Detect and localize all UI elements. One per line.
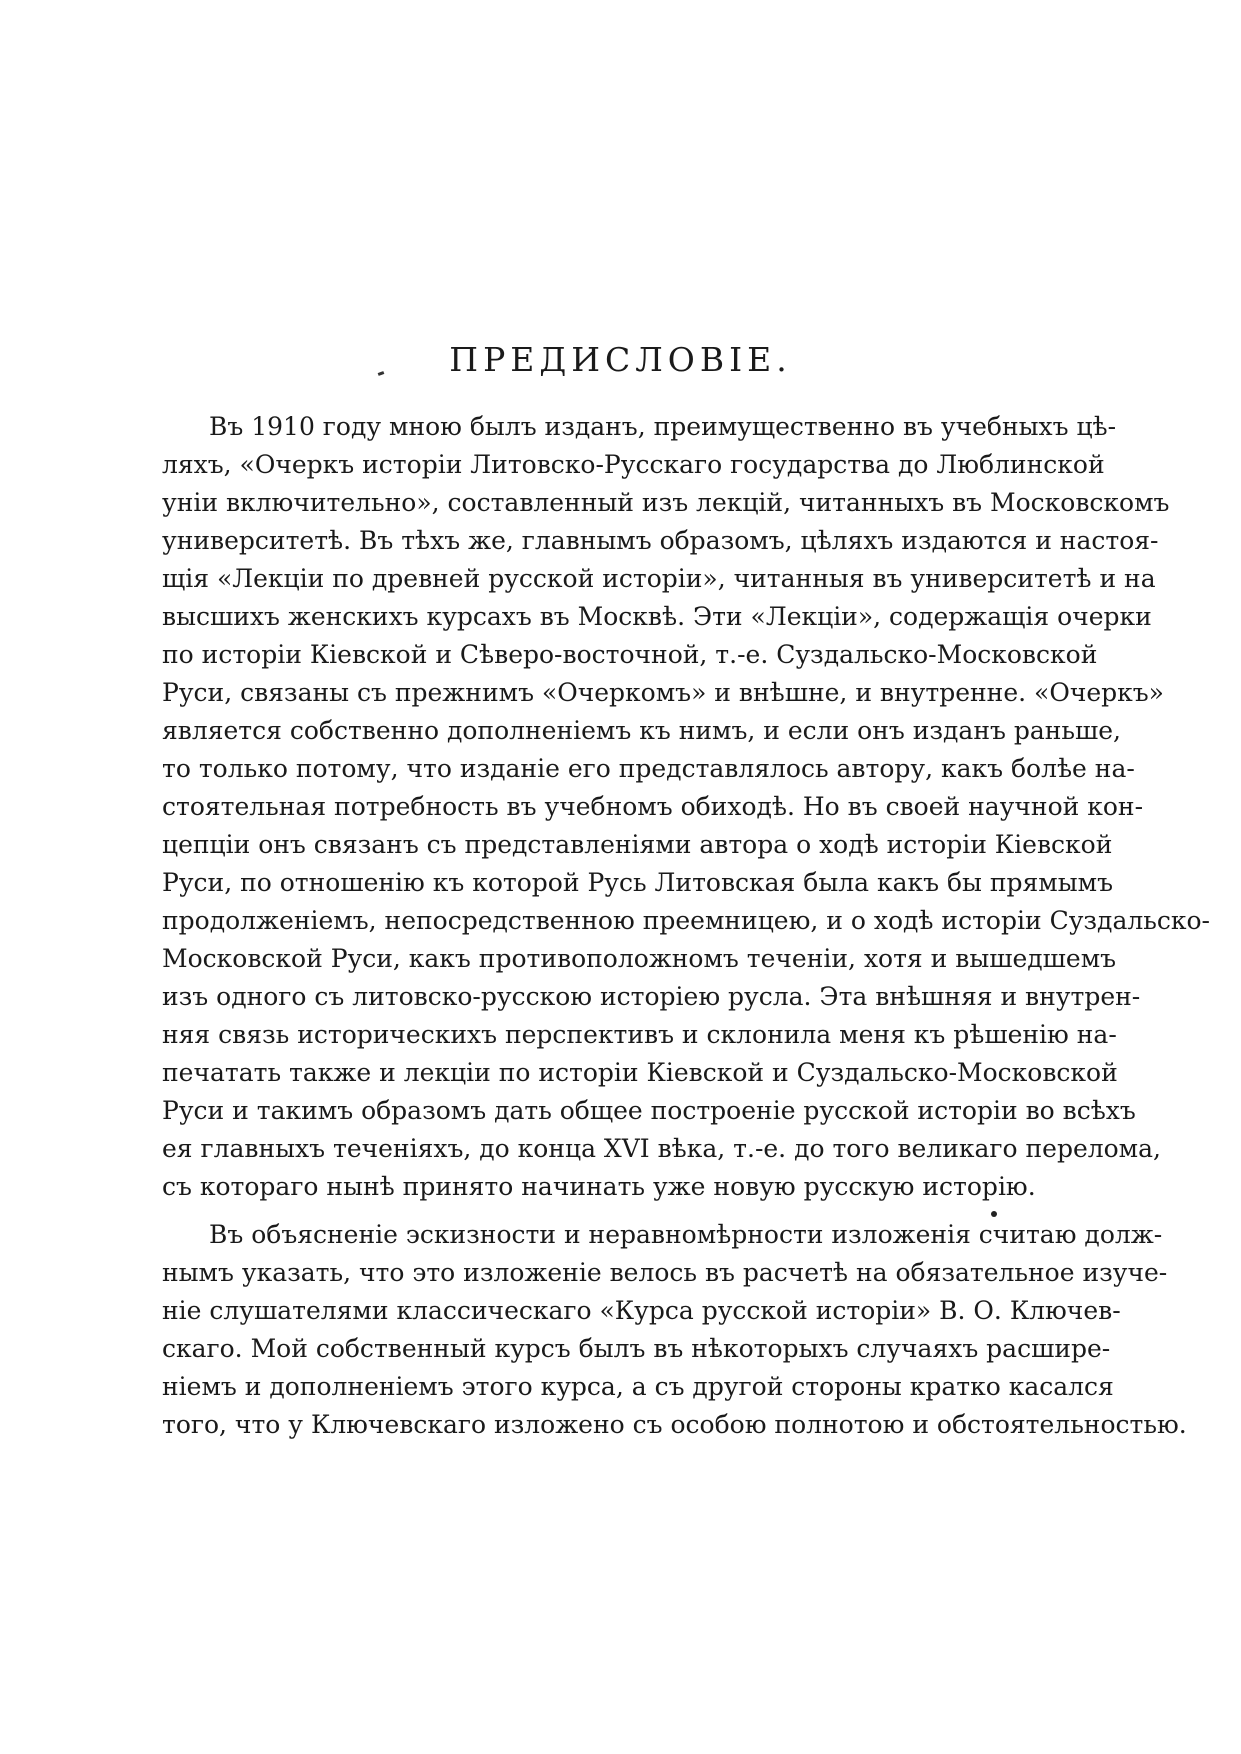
text-line: цепціи онъ связанъ съ представленіями автора о ходѣ исторіи Кіевской	[162, 830, 1113, 859]
text-line: ляхъ, «Очеркъ исторіи Литовско-Русскаго государства до Люблинской	[162, 450, 1105, 479]
text-line: Руси, по отношенію къ которой Русь Литовская была какъ бы прямымъ	[162, 868, 1113, 897]
text-line: является собственно дополненіемъ къ нимъ, и если онъ изданъ раньше,	[162, 716, 1122, 745]
text-line: высшихъ женскихъ курсахъ въ Москвѣ. Эти «Лекціи», содержащія очерки	[162, 602, 1152, 631]
page-title: ПРЕДИСЛОВІЕ.	[449, 340, 792, 380]
text-line: стоятельная потребность въ учебномъ обиходѣ. Но въ своей научной кон-	[162, 792, 1144, 821]
text-line: нымъ указать, что это изложеніе велось въ расчетѣ на обязательное изуче-	[162, 1258, 1168, 1287]
text-line: Руси, связаны съ прежнимъ «Очеркомъ» и внѣшне, и внутренне. «Очеркъ»	[162, 678, 1164, 707]
text-line: ніемъ и дополненіемъ этого курса, а съ другой стороны кратко касался	[162, 1372, 1114, 1401]
text-line: Московской Руси, какъ противоположномъ теченіи, хотя и вышедшемъ	[162, 944, 1117, 973]
text-line: продолженіемъ, непосредственною преемницею, и о ходѣ исторіи Суздальско-	[162, 906, 1210, 935]
text-line: ніе слушателями классическаго «Курса русской исторіи» В. О. Ключев-	[162, 1296, 1121, 1325]
text-line: изъ одного съ литовско-русскою исторіею русла. Эта внѣшняя и внутрен-	[162, 982, 1141, 1011]
text-line: ея главныхъ теченіяхъ, до конца XVI вѣка, т.-е. до того великаго перелома,	[162, 1134, 1161, 1163]
text-line: университетѣ. Въ тѣхъ же, главнымъ образомъ, цѣляхъ издаются и настоя-	[162, 526, 1159, 555]
text-line: по исторіи Кіевской и Сѣверо-восточной, т.-е. Суздальско-Московской	[162, 640, 1098, 669]
text-line: Въ объясненіе эскизности и неравномѣрности изложенія считаю долж-	[209, 1220, 1163, 1249]
text-line: няя связь историческихъ перспективъ и склонила меня къ рѣшенію на-	[162, 1020, 1117, 1049]
text-line: того, что у Ключевскаго изложено съ особою полнотою и обстоятельностью.	[162, 1410, 1187, 1439]
text-line: Руси и такимъ образомъ дать общее построеніе русской исторіи во всѣхъ	[162, 1096, 1136, 1125]
text-line: съ котораго нынѣ принято начинать уже новую русскую исторію.	[162, 1172, 1036, 1201]
print-dot	[991, 1211, 997, 1217]
text-line: Въ 1910 году мною былъ изданъ, преимущественно въ учебныхъ цѣ-	[209, 412, 1117, 441]
text-line: скаго. Мой собственный курсъ былъ въ нѣкоторыхъ случаяхъ расшире-	[162, 1334, 1111, 1363]
text-line: уніи включительно», составленный изъ лекцій, читанныхъ въ Московскомъ	[162, 488, 1170, 517]
text-line: то только потому, что изданіе его представлялось автору, какъ болѣе на-	[162, 754, 1135, 783]
text-line: печатать также и лекціи по исторіи Кіевской и Суздальско-Московской	[162, 1058, 1118, 1087]
text-line: щія «Лекціи по древней русской исторіи», читанныя въ университетѣ и на	[162, 564, 1156, 593]
